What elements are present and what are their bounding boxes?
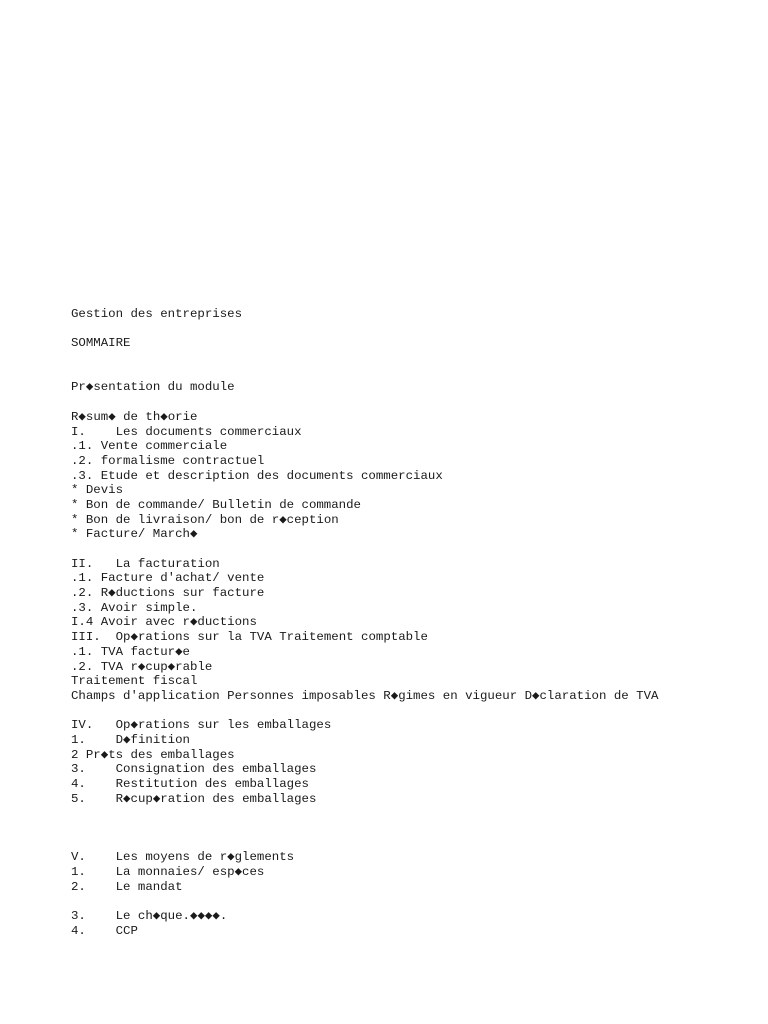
toc-item: .1. Facture d'achat/ vente [71,571,265,586]
toc-item: .2. formalisme contractuel [71,453,265,468]
toc-item: * Bon de commande/ Bulletin de commande [71,497,361,512]
toc-item: 4. Restitution des emballages [71,777,309,791]
spacer [71,836,751,851]
summary-heading: SOMMAIRE [71,336,131,351]
spacer [71,895,751,910]
toc-item: Champs d'application Personnes imposables R◆gimes en vigueur D◆claration de TVA [71,688,659,703]
toc-item: 5. R◆cup◆ration des emballages [71,791,317,806]
section-title: IV. Op◆rations sur les emballages [71,718,332,733]
toc-item: .1. TVA factur◆e [71,644,190,659]
spacer [71,351,751,366]
section-title: II. La facturation [71,556,220,571]
spacer [71,542,751,557]
section-title: III. Op◆rations sur la TVA Traitement comptable [71,630,428,645]
spacer [71,704,751,719]
toc-item: * Devis [71,483,124,498]
toc-resume: R◆sum◆ de th◆orie [71,409,198,424]
toc-presentation: Pr◆sentation du module [71,380,235,395]
spacer [71,322,751,337]
document-body [71,307,751,939]
toc-item: .2. R◆ductions sur facture [71,586,265,601]
spacer [71,806,751,821]
toc-item: 2. Le mandat [71,879,183,894]
toc-item: I.4 Avoir avec r◆ductions [71,615,257,630]
section-title: V. Les moyens de r◆glements [71,850,295,865]
spacer [71,366,751,381]
spacer [71,395,751,410]
toc-item: * Facture/ March◆ [71,527,198,542]
toc-item: 1. La monnaies/ esp◆ces [71,865,265,880]
spacer [71,821,751,836]
toc-item: Traitement fiscal [71,674,198,689]
toc-item: 3. Consignation des emballages [71,762,317,777]
toc-item: .3. Etude et description des documents commerciaux [71,468,443,483]
toc-item: 1. D◆finition [71,732,190,747]
toc-item: 3. Le ch◆que.◆◆◆◆. [71,909,228,924]
toc-item: .2. TVA r◆cup◆rable [71,659,213,674]
document-title: Gestion des entreprises [71,307,243,321]
toc-item: .3. Avoir simple. [71,600,198,615]
toc-item: * Bon de livraison/ bon de r◆ception [71,512,339,527]
toc-item: 4. CCP [71,923,138,938]
toc-item: .1. Vente commerciale [71,439,228,454]
toc-item: 2 Pr◆ts des emballages [71,747,235,762]
section-title: I. Les documents commerciaux [71,424,302,439]
